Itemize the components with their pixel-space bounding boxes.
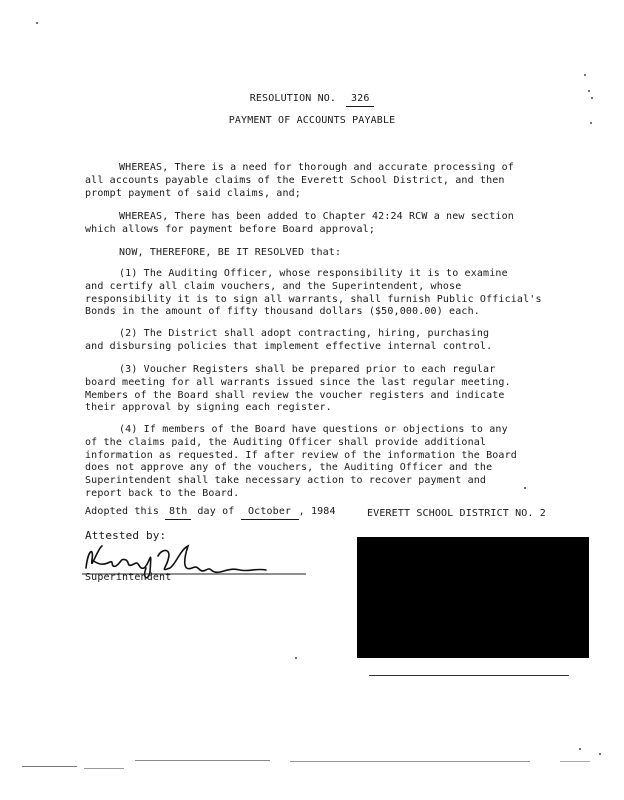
scan-artifact-line xyxy=(135,760,270,761)
text-line: information as requested. If after review of the information the Board xyxy=(85,449,517,461)
scan-artifact-line xyxy=(560,761,590,762)
resolution-heading xyxy=(0,93,624,107)
district-name: EVERETT SCHOOL DISTRICT NO. 2 xyxy=(367,508,546,519)
text-line: does not approve any of the vouchers, the Auditing Officer and the xyxy=(85,462,493,474)
scan-speck xyxy=(579,748,581,750)
resolved-item-1 xyxy=(85,268,542,319)
text-line: (3) Voucher Registers shall be prepared prior to each regular xyxy=(119,364,496,375)
text-line: their approval by signing each register. xyxy=(85,402,332,414)
scan-speck xyxy=(36,22,38,24)
text-line: prompt payment of said claims, and; xyxy=(85,187,301,199)
adoption-year: 1984 xyxy=(310,506,336,517)
adoption-day-of: day of xyxy=(197,506,235,517)
scan-artifact-line xyxy=(84,768,124,769)
text-line: Bonds in the amount of fifty thousand dollars ($50,000.00) each. xyxy=(85,306,480,318)
text-line: which allows for payment before Board approval; xyxy=(85,223,376,235)
text-line: WHEREAS, There has been added to Chapter 42:24 RCW a new section xyxy=(119,211,514,222)
scan-speck xyxy=(584,74,586,76)
attested-label: Attested by: xyxy=(85,529,167,542)
adoption-prefix: Adopted this xyxy=(85,506,160,517)
text-line: report back to the Board. xyxy=(85,487,240,499)
resolved-item-4 xyxy=(85,424,525,501)
text-line: NOW, THEREFORE, BE IT RESOLVED that: xyxy=(119,247,342,258)
text-line: WHEREAS, There is a need for thorough and accurate processing of xyxy=(119,162,514,173)
text-line: and disbursing policies that implement effective internal control. xyxy=(85,340,493,352)
text-line: and certify all claim vouchers, and the Superintendent, whose xyxy=(85,280,462,292)
text-line: (1) The Auditing Officer, whose responsibility it is to examine xyxy=(119,268,508,279)
scan-speck xyxy=(295,657,297,659)
text-line: board meeting for all warrants issued since the last regular meeting. xyxy=(85,376,511,388)
scan-speck xyxy=(588,90,590,92)
whereas-paragraph-2 xyxy=(85,211,525,237)
whereas-paragraph-1 xyxy=(85,162,525,200)
text-line: responsibility it is to sign all warrants, shall furnish Public Official's xyxy=(85,293,542,305)
resolved-paragraph xyxy=(85,247,525,260)
signature-line xyxy=(369,675,569,676)
scan-speck xyxy=(591,97,593,99)
text-line: Members of the Board shall review the voucher registers and indicate xyxy=(85,389,505,401)
adoption-month: October xyxy=(241,506,299,520)
text-line: of the claims paid, the Auditing Officer shall provide additional xyxy=(85,436,487,448)
resolution-number: 326 xyxy=(346,93,374,107)
resolved-item-3 xyxy=(85,364,525,415)
scan-artifact-line xyxy=(290,761,530,762)
adoption-line xyxy=(85,506,336,520)
text-line: (2) The District shall adopt contracting, hiring, purchasing xyxy=(119,328,490,339)
scan-artifact-line xyxy=(22,766,77,767)
scan-speck xyxy=(524,487,526,489)
redacted-block xyxy=(357,537,589,658)
text-line: (4) If members of the Board have questions or objections to any xyxy=(119,424,508,435)
scan-speck xyxy=(599,753,601,755)
text-line: Superintendent shall take necessary action to recover payment and xyxy=(85,475,487,487)
adoption-separator: , xyxy=(298,506,305,517)
adoption-day: 8th xyxy=(165,506,191,520)
resolved-item-2 xyxy=(85,328,525,354)
superintendent-title: Superintendent xyxy=(85,572,172,583)
resolution-subject: PAYMENT OF ACCOUNTS PAYABLE xyxy=(228,115,396,126)
text-line: all accounts payable claims of the Everett School District, and then xyxy=(85,174,505,186)
scan-speck xyxy=(590,122,592,124)
resolution-label: RESOLUTION NO. xyxy=(249,93,337,104)
